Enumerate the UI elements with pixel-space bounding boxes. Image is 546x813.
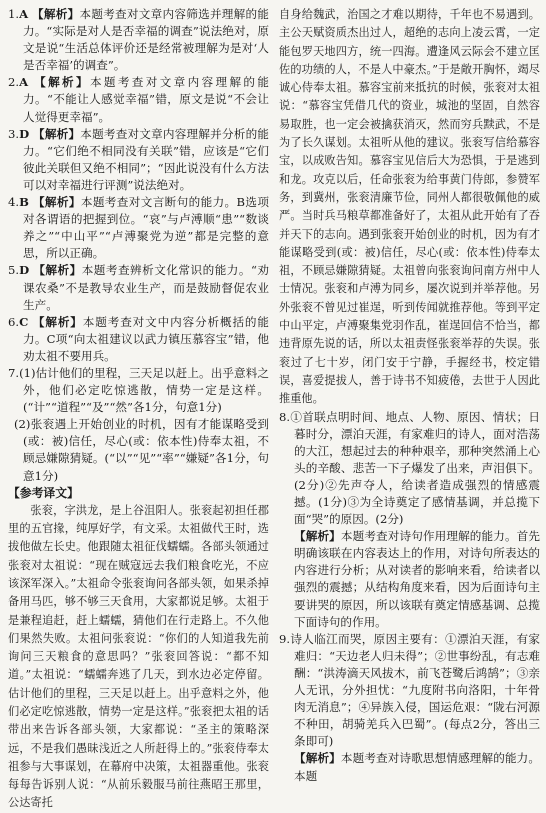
entry-number: 7. bbox=[8, 365, 20, 380]
analysis-label: 【解析】 bbox=[32, 195, 81, 210]
analysis-text: 本题考查对诗歌思想情感理解的能力。本题 bbox=[294, 751, 540, 783]
translation-continued-block bbox=[279, 6, 540, 409]
entry-number: 6. bbox=[8, 314, 20, 329]
analysis-label: 【解析】 bbox=[294, 751, 341, 766]
answer-entry-4 bbox=[8, 194, 269, 262]
analysis-text: 本题考查对诗句作用理解的能力。首先明确该联在内容表达上的作用，对诗句所表达的内容进行分析；从对读者的影响来看，给读者以强烈的震撼；从结构角度来看，因为后面诗句主要讲哭的原因，所以该联有奠定情感基调、总揽下面诗句的作用。 bbox=[294, 529, 540, 629]
translation-text: 张衮，字洪龙，是上谷沮阳人。张衮起初担任郡里的五官掾，纯厚好学，有文采。太祖做代王时，选拔他做左长史。他跟随太祖征伐蠕蠕。各部头领通过张衮对太祖说：“现在贼寇远去我们粮食吃光，不应该深军深入。”太祖命令张衮询问各部头领，如果杀掉备用马匹，够不够三天食用，大家都说足够。太祖于是兼程追赶，赶上蠕蠕，猜他们在行走路上。不久他们果然失败。太祖问张衮说：“你们的人知道我先前询问三天粮食的意思吗？”张衮回答说：“都不知道。”太祖说：“蠕蠕奔逃了几天，到水边必定停留。估计他们的里程，三天足以赶上。出乎意料之外，他们必定吃惊逃散，情势一定是这样。”张衮把太祖的话带出来告诉各部头领，大家都说：“圣主的策略深远，不是我们愚昧浅近之人所赶得上的。”张衮侍奉太祖参与大事谋划，在幕府中决策，太祖器重他。张衮每每告诉别人说：“从前乐毅服马前往燕昭王那里，公达寄托 bbox=[8, 503, 269, 810]
answer-choice: B bbox=[19, 195, 29, 210]
translation-block bbox=[8, 502, 269, 813]
answer-choice: D bbox=[19, 126, 30, 141]
answer-text: 诗人临江而哭，原因主要有：①漂泊天涯，有家难归：“天边老人归未得”；②世事纷乱，有志难酬：“洪涛滴天风拔木，前飞苍鹭后鸿鹄”；③亲人无讯，分外担忧：“九度附书向洛阳，十年骨肉无消息”；④异族入侵，国运危艰：“陇右河源不种田，胡骑羌兵入巴蜀”。(每点2分，答出三条即可) bbox=[290, 631, 540, 749]
entry-number: 8. bbox=[279, 409, 291, 424]
analysis-label: 【解析】 bbox=[32, 7, 80, 21]
analysis-label: 【解析】 bbox=[32, 314, 83, 329]
answer-entry-5 bbox=[8, 262, 269, 313]
answer-entry-3 bbox=[8, 126, 269, 194]
left-column bbox=[8, 6, 269, 810]
answer-entry-1 bbox=[8, 6, 269, 74]
entry-number: 3. bbox=[8, 126, 20, 141]
analysis-entry-9 bbox=[279, 750, 540, 784]
analysis-text: 本题考查对文言断句的能力。B选项对各谓语的把握到位。“哀”与卢溥顺“患”“数谈养之”“中山平”“卢溥聚党为逆”都是完整的意思，所以正确。 bbox=[23, 195, 269, 261]
entry-number: 5. bbox=[8, 263, 20, 278]
analysis-text: 本题考查对文章内容理解的能力。“不能让人感觉幸福”错，原文是说“不会让人觉得更幸福”。 bbox=[23, 75, 269, 124]
entry-number: 4. bbox=[8, 195, 20, 210]
answer-choice: C bbox=[19, 314, 29, 329]
answer-choice: A bbox=[19, 75, 29, 90]
analysis-label: 【解析】 bbox=[294, 529, 341, 544]
answer-text: ①首联点明时间、地点、人物、原因、情状；日暮时分，漂泊天涯，有家难归的诗人，面对浩荡的大江，想起过去的种种艰辛，那种突然涌上心头的辛酸、悲苦一下子爆发了出来，声泪俱下。(2分)②先声夺人，给读者造成强烈的情感震撼。(1分)③为全诗奠定了感情基调，并总揽下面“哭”的原因。(2分) bbox=[290, 409, 540, 527]
answer-text: (1)估计他们的里程，三天足以赶上。出乎意料之外，他们必定吃惊逃散，情势一定是这样。(“计”“道程”“及”“然”各1分，句意1分) bbox=[19, 365, 269, 415]
entry-number: 1. bbox=[8, 7, 20, 21]
answer-entry-7-part-2: (2)张衮遇上开始创业的时机，因有才能谋略受到(或：被)信任，尽心(或：依本性)侍奉太祖，不顾忌嫌隙猜疑。(“以”“见”“率”“嫌疑”各1分，句意1分) bbox=[14, 417, 269, 483]
answer-entry-2 bbox=[8, 74, 269, 125]
answer-choice: D bbox=[19, 263, 30, 278]
entry-number: 9. bbox=[279, 631, 291, 646]
entry-number: 2. bbox=[8, 75, 20, 90]
analysis-label: 【解析】 bbox=[34, 75, 90, 90]
analysis-entry-8 bbox=[279, 528, 540, 631]
analysis-text: 本题考查辨析文化常识的能力。“劝课农桑”不是教导农业生产，而是鼓励督促农业生产。 bbox=[23, 263, 269, 312]
answer-entry-9 bbox=[279, 631, 540, 751]
analysis-text: 本题考查对文中内容分析概括的能力。C项“向太祖建议以武力镇压慕容宝”错，他劝太祖不要用兵。 bbox=[23, 314, 269, 363]
answer-choice: A bbox=[19, 7, 29, 21]
answer-entry-8 bbox=[279, 409, 540, 529]
analysis-text: 本题考查对文章内容理解并分析的能力。“它们绝不相同没有关联”错，应该是“它们彼此关联但又绝不相同”；“因此说没有什么方法可以对幸福进行评测”说法绝对。 bbox=[23, 126, 269, 192]
right-column bbox=[279, 6, 540, 783]
answer-entry-6 bbox=[8, 314, 269, 365]
analysis-label: 【解析】 bbox=[33, 126, 81, 141]
translation-heading: 【参考译文】 bbox=[8, 485, 79, 500]
translation-continued-text: 自身给魏武，治国之才难以期待，千年也不易遇到。主公天赋资质杰出过人，超绝的志向上凌云霄，一定能包罗天地四方，统一四海。遭逢风云际会不建立匡佐的功绩的人，不是人中豪杰。”于是敞开胸怀，竭尽诚心侍奉太祖。慕容宝前来抵抗的时候，张衮对太祖说：“慕容宝凭借几代的资业，城池的坚固，自然容易取胜，也一定会被擒获消灭，然而穷兵黩武，不是为了长久谋划。太祖听从他的建议。张衮写信给慕容宝，以成败告知。慕容宝见信后大为恐惧，于是逃到和龙。攻克以后，任命张衮为给事黄门侍郎，参赞军务，到冀州，张衮清廉节俭，同州人都很敬佩他的威严。当时兵马粮草都准备好了，太祖从此开始有了吞并天下的志向。遇到张衮开始创业的时机，因为有才能谋略受到(或：被)信任，尽心(或：依本性)侍奉太祖，不顾忌嫌隙猜疑。太祖曾向张衮询问南方州中人士情况。张衮和卢溥为同乡，屡次说到并举荐他。另外张衮不曾见过崔逞，听到传闻就推荐他。等到平定中山平定，卢溥聚集党羽作乱，崔逞回信不恰当，都违背原先说的话，所以太祖责怪张衮举荐的失误。张衮过了七十岁，闭门安于宁静，手握经书，校定错误，喜爱提拔人，善于诗书不知疲倦，去世于人因此推重他。 bbox=[279, 8, 540, 406]
answer-entry-7 bbox=[8, 365, 269, 416]
analysis-text: 本题考查对文章内容筛选并理解的能力。“实际是对人是否幸福的调查”说法绝对，原文是说“生活总体评价还是经常被理解为是对‘人是否幸福’的调查”。 bbox=[23, 7, 269, 73]
analysis-label: 【解析】 bbox=[33, 263, 82, 278]
